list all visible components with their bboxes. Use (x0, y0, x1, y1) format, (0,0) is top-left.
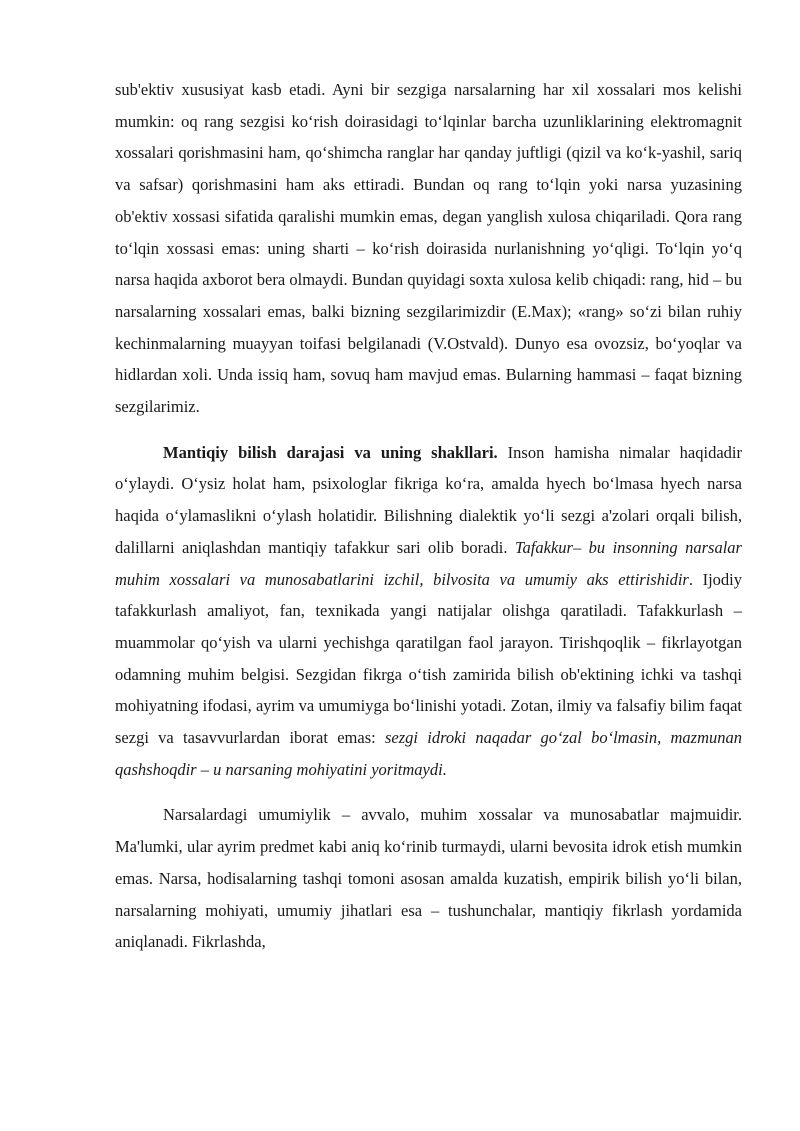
paragraph-2 (115, 437, 742, 786)
paragraph-2-text-b: . Ijodiy tafakkurlash amaliyot, fan, texnikada yangi natijalar olishga qaratiladi. Tafakkurlash – muammolar qo‘yish va ularni yechishga qaratilgan faol jarayon. Tirishqoqlik – fikrlayotgan odamning muhim belgisi. Sezgidan fikrga o‘tish zamirida bilish ob'ektining ichki va tashqi mohiyatning ifodasi, ayrim va umumiyga bo‘linishi yotadi. Zotan, ilmiy va falsafiy bilim faqat sezgi va tasavvurlardan iborat emas: (115, 569, 742, 748)
paragraph-3: Narsalardagi umumiylik – avvalo, muhim xossalar va munosabatlar majmuidir. Ma'lumki, ular ayrim predmet kabi aniq ko‘rinib turmaydi, ularni bevosita idrok etish mumkin emas. Narsa, hodisalarning tashqi tomoni asosan amalda kuzatish, empirik bilish yo‘li bilan, narsalarning mohiyati, umumiy jihatlari esa – tushunchalar, mantiqiy fikrlash yordamida aniqlanadi. Fikrlashda, (115, 805, 742, 952)
paragraph-2-text-a: Inson hamisha nimalar haqidadir o‘ylaydi. O‘ysiz holat ham, psixologlar fikriga ko‘ra, amalda hyech bo‘lmasa hyech narsa haqida o‘ylamaslikni o‘ylash holatidir. Bilishning dialektik yo‘li sezgi a'zolari orqali bilish, dalillarni aniqlashdan mantiqiy tafakkur sari olib boradi. (115, 442, 742, 557)
paragraph-2-italic-quote: sezgi idroki naqadar go‘zal bo‘lmasin, mazmunan qashshoqdir – u narsaning mohiyatini yoritmaydi. (115, 728, 742, 779)
paragraph-2-italic-definition: Tafakkur– bu insonning narsalar muhim xossalari va munosabatlarini izchil, bilvosita va umumiy aks ettirishidir (115, 537, 742, 589)
paragraph-1: sub'ektiv xususiyat kasb etadi. Ayni bir sezgiga narsalarning har xil xossalari mos kelishi mumkin: oq rang sezgisi ko‘rish doirasidagi to‘lqinlar barcha uzunliklarining elektromagnit xossalari qorishmasini ham, qo‘shimcha ranglar har qanday juftligi (qizil va ko‘k-yashil, sariq va safsar) qorishmasini ham aks ettiradi. Bundan oq rang to‘lqin yoki narsa yuzasining ob'ektiv xossasi sifatida qaralishi mumkin emas, degan yanglish xulosa chiqariladi. Qora rang to‘lqin xossasi emas: uning sharti – ko‘rish doirasida nurlanishning yo‘qligi. To‘lqin yo‘q narsa haqida axborot bera olmaydi. Bundan quyidagi soxta xulosa kelib chiqadi: rang, hid – bu narsalarning xossalari emas, balki bizning sezgilarimizdir (E.Max); «rang» so‘zi bilan ruhiy kechinmalarning muayyan toifasi belgilanadi (V.Ostvald). Dunyo esa ovozsiz, bo‘yoqlar va hidlardan xoli. Unda issiq ham, sovuq ham mavjud emas. Bularning hammasi – faqat bizning sezgilarimiz. (115, 80, 742, 417)
section-heading: Mantiqiy bilish darajasi va uning shakllari. (163, 442, 498, 462)
document-page (115, 74, 742, 958)
